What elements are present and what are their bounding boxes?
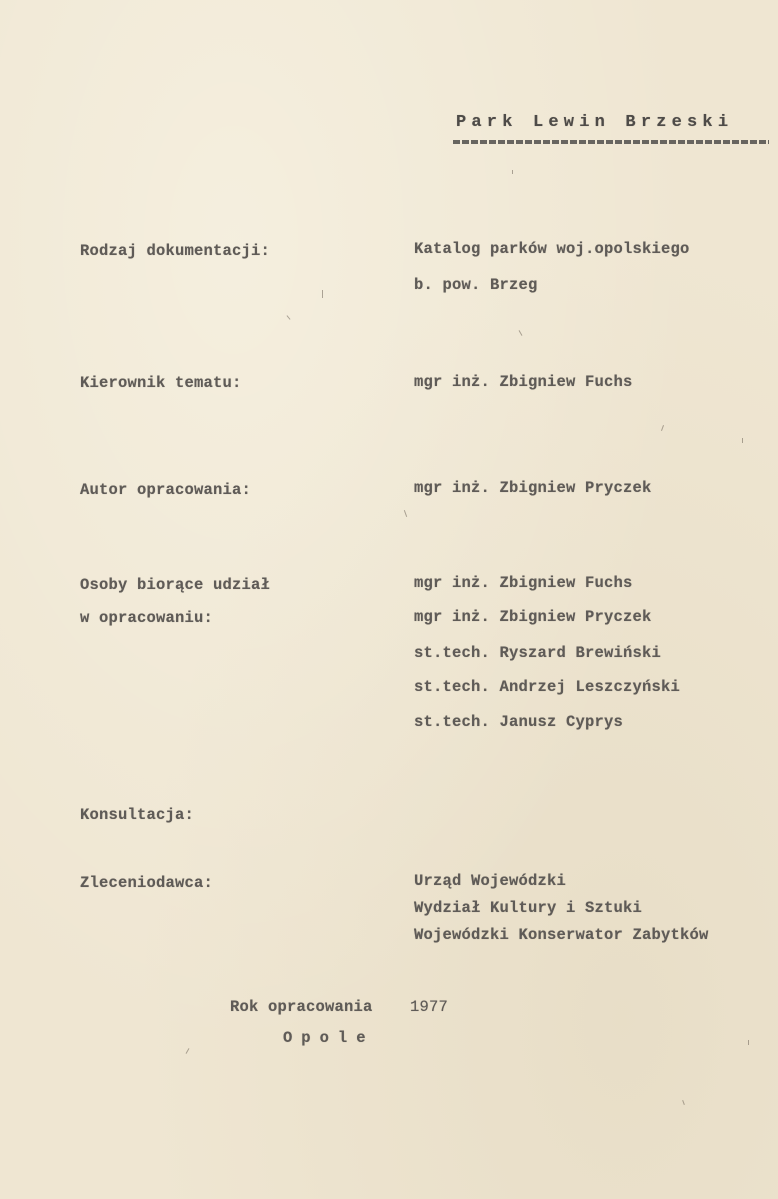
paper-speck (512, 170, 513, 174)
field-label-participants-line-2: w opracowaniu: (80, 609, 214, 627)
field-label-participants-line-1: Osoby biorące udział (80, 576, 271, 594)
paper-speck (519, 330, 523, 336)
year-label: Rok opracowania (230, 998, 373, 1016)
participant-5: st.tech. Janusz Cyprys (414, 713, 624, 731)
field-label-project-lead: Kierownik tematu: (80, 374, 242, 392)
field-value-document-type-line-1: Katalog parków woj.opolskiego (414, 240, 690, 258)
field-value-project-lead: mgr inż. Zbigniew Fuchs (414, 373, 633, 391)
field-label-author: Autor opracowania: (80, 481, 252, 499)
paper-speck (682, 1100, 685, 1105)
participant-1: mgr inż. Zbigniew Fuchs (414, 574, 633, 592)
participant-3: st.tech. Ryszard Brewiński (414, 644, 662, 662)
title-underline (453, 140, 769, 144)
field-label-commissioner: Zleceniodawca: (80, 874, 214, 892)
paper-speck (287, 315, 291, 319)
commissioner-line-1: Urząd Wojewódzki (414, 872, 567, 890)
year-value: 1977 (410, 998, 449, 1016)
paper-speck (186, 1048, 190, 1054)
paper-speck (322, 290, 323, 298)
commissioner-line-3: Wojewódzki Konserwator Zabytków (414, 926, 709, 944)
paper-speck (661, 425, 664, 431)
city: Opole (283, 1029, 375, 1047)
field-value-author: mgr inż. Zbigniew Pryczek (414, 479, 652, 497)
participant-2: mgr inż. Zbigniew Pryczek (414, 608, 652, 626)
document-title: Park Lewin Brzeski (456, 113, 734, 132)
paper-speck (748, 1040, 749, 1045)
paper-speck (742, 438, 743, 443)
field-label-consultation: Konsultacja: (80, 806, 195, 824)
field-value-document-type-line-2: b. pow. Brzeg (414, 276, 538, 294)
field-label-document-type: Rodzaj dokumentacji: (80, 242, 271, 260)
participant-4: st.tech. Andrzej Leszczyński (414, 678, 681, 696)
commissioner-line-2: Wydział Kultury i Sztuki (414, 899, 643, 917)
paper-speck (404, 510, 407, 517)
